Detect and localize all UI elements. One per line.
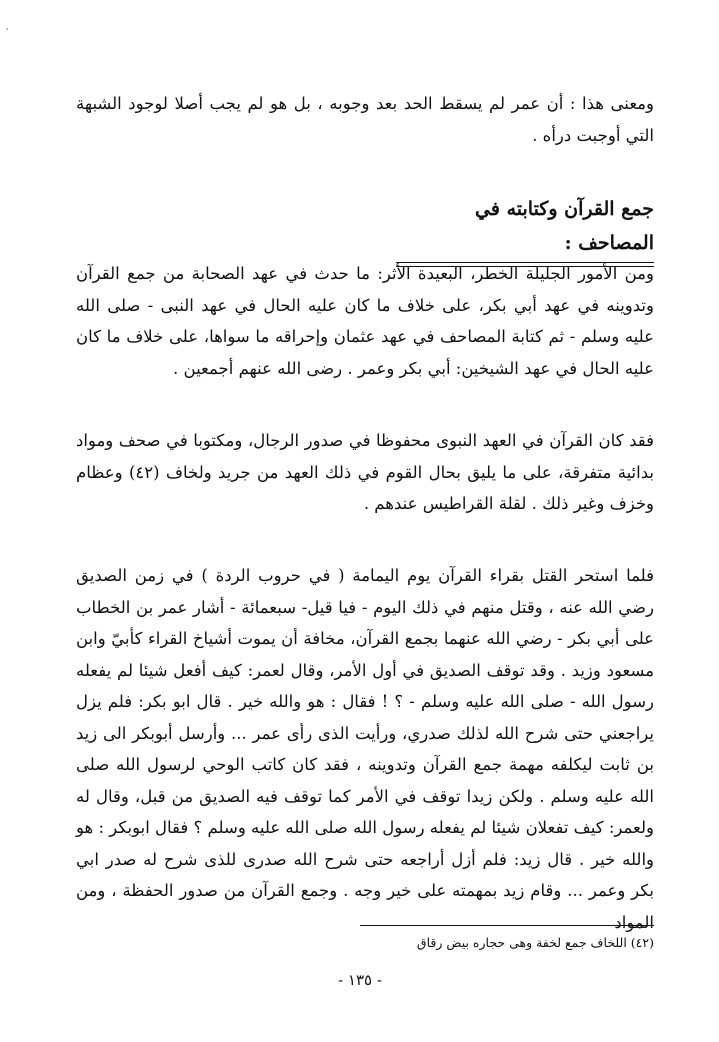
paragraph-intro: ومعنى هذا : أن عمر لم يسقط الحد بعد وجوبه ، بل هو لم يجب أصلا لوجود الشبهة التي أوجبت درأه . xyxy=(76,94,654,145)
section-heading-block xyxy=(396,192,654,267)
footnote: (٤٢) اللخاف جمع لخفة وهى حجاره بيض رقاق xyxy=(416,935,654,950)
footnote-divider xyxy=(360,925,654,926)
paragraph-yamama: فلما استحر القتل بقراء القرآن يوم اليمامة ( في حروب الردة ) في زمن الصديق رضي الله عنه ، وقتل منهم في ذلك اليوم - فيا قيل- سبعمائة - أشار عمر بن الخطاب على أبي بكر - رضي الله عنهما بجمع القرآن، مخافة أن يموت أشياخ القراء كأبيّ وابن مسعود وزيد . وقد توقف الصديق في أول الأمر، وقال لعمر: كيف أفعل شيئا لم يفعله رسول الله - صلى الله عليه وسلم - ؟ ! فقال : هو والله خير . قال ابو بكر: فلم يزل يراجعني حتى شرح الله لذلك صدري، ورأيت الذى رأى عمر ... وأرسل أبوبكر الى زيد بن ثابت ليكلفه مهمة جمع القرآن وتدوينه ، فقد كان كاتب الوحي لرسول الله صلى الله عليه وسلم . ولكن زيدا توقف في الأمر كما توقف فيه الصديق من قبل، وقال له ولعمر: كيف تفعلان شيئا لم يفعله رسول الله صلى الله عليه وسلم ؟ فقال ابوبكر : هو والله خير . قال زيد: فلم أزل أراجعه حتى شرح الله صدرى للذى شرح له صدر ابي بكر وعمر ... وقام زيد بمهمته على خير وجه . وجمع القرآن من صدور الحفظة ، ومن المواد xyxy=(76,566,654,932)
section-heading: جمع القرآن وكتابته في المصاحف : xyxy=(475,198,654,254)
paragraph-quran-collection: ومن الأمور الجليلة الخطر، البعيدة الأثر: ما حدث في عهد الصحابة من جمع القرآن وتدوينه في عهد أبي بكر، على خلاف ما كان عليه الحال في عهد النبى - صلى الله عليه وسلم - ثم كتابة المصاحف في عهد عثمان وإحراقه ما سواها، على خلاف ما كان عليه الحال في عهد الشيخين: أبي بكر وعمر . رضى الله عنهم أجمعين . xyxy=(76,264,654,378)
scan-speck xyxy=(6,28,8,30)
paragraph-prophetic-era: فقد كان القرآن في العهد النبوى محفوظا في صدور الرجال، ومكتوبا في صحف ومواد بدائية متفرقة، على ما يليق بحال القوم في ذلك العهد من جريد ولخاف (٤٢) وعظام وخزف وغير ذلك . لقلة القراطيس عندهم . xyxy=(76,431,654,513)
page-number: - ١٣٥ - xyxy=(338,971,382,989)
